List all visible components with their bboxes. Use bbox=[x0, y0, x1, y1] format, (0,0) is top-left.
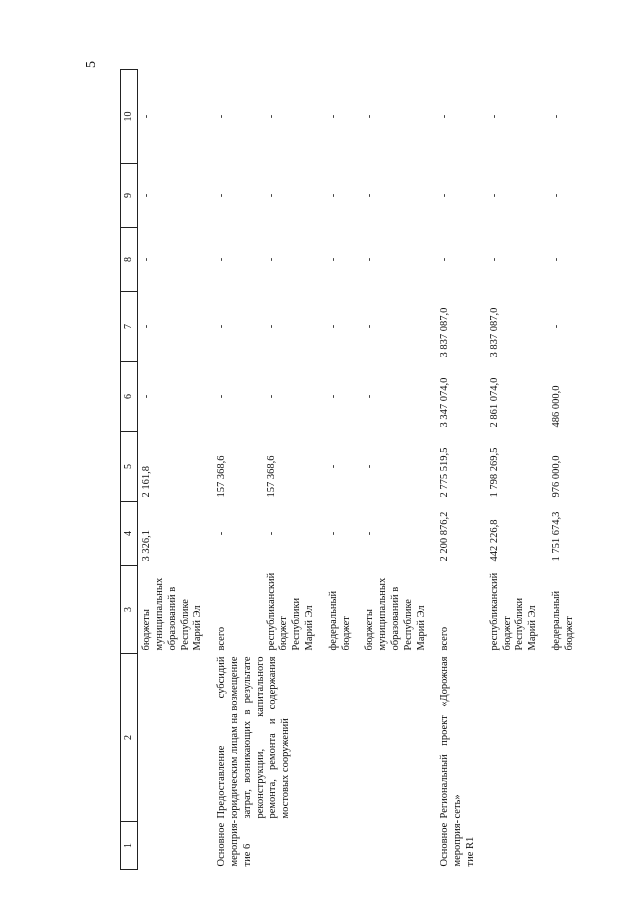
value-cell: 1 751 674,3 bbox=[550, 511, 562, 562]
source-cell: бюджеты муниципальных образований в Республике Марий Эл bbox=[141, 577, 204, 651]
value-cell: - bbox=[439, 114, 451, 119]
column-number-row bbox=[121, 70, 138, 870]
source-cell: всего bbox=[439, 626, 451, 651]
value-cell: - bbox=[439, 193, 451, 198]
value-cell: 3 347 074,0 bbox=[439, 377, 451, 428]
value-cell: - bbox=[327, 464, 339, 469]
value-cell: 2 861 074,0 bbox=[488, 377, 500, 428]
value-cell: 2 200 876,2 bbox=[439, 511, 451, 562]
value-cell: - bbox=[327, 114, 339, 119]
value-cell: - bbox=[216, 257, 228, 262]
table-row bbox=[486, 70, 548, 870]
value-cell: - bbox=[327, 257, 339, 262]
source-cell: республиканский бюджет Республики Марий Эл bbox=[265, 572, 315, 651]
value-cell: - bbox=[364, 464, 376, 469]
value-cell: - bbox=[265, 531, 277, 536]
value-cell: - bbox=[265, 114, 277, 119]
column-header: 1 bbox=[121, 822, 138, 870]
value-cell: 3 326,1 bbox=[141, 530, 153, 562]
value-cell: - bbox=[265, 324, 277, 329]
value-cell: - bbox=[364, 324, 376, 329]
table-row bbox=[138, 70, 213, 870]
value-cell: 2 161,8 bbox=[141, 466, 153, 498]
column-header: 8 bbox=[121, 228, 138, 292]
value-cell: - bbox=[550, 114, 562, 119]
source-cell: всего bbox=[216, 626, 228, 651]
value-cell: - bbox=[327, 193, 339, 198]
value-cell: - bbox=[216, 193, 228, 198]
value-cell: - bbox=[327, 324, 339, 329]
value-cell: - bbox=[141, 394, 153, 399]
event-cell bbox=[138, 822, 213, 870]
value-cell: 3 837 087,0 bbox=[488, 307, 500, 358]
table-row bbox=[361, 70, 436, 870]
value-cell: - bbox=[550, 324, 562, 329]
value-cell: - bbox=[488, 193, 500, 198]
event-cell bbox=[361, 822, 436, 870]
source-cell: федеральный бюджет bbox=[550, 590, 575, 651]
description-cell: Региональный проект «Дорожная сеть» bbox=[439, 656, 464, 819]
event-cell bbox=[263, 822, 325, 870]
value-cell: - bbox=[216, 394, 228, 399]
column-header: 3 bbox=[121, 566, 138, 654]
column-header: 2 bbox=[121, 654, 138, 822]
value-cell: - bbox=[439, 257, 451, 262]
value-cell: 976 000,0 bbox=[550, 455, 562, 498]
source-cell: республиканский бюджет Республики Марий Эл bbox=[488, 572, 539, 651]
page-number: 5 bbox=[84, 61, 99, 68]
value-cell: - bbox=[265, 257, 277, 262]
description-cell bbox=[361, 654, 436, 822]
value-cell: - bbox=[141, 193, 153, 198]
value-cell: - bbox=[141, 114, 153, 119]
value-cell: - bbox=[488, 257, 500, 262]
value-cell: - bbox=[265, 394, 277, 399]
table-row bbox=[548, 70, 585, 870]
value-cell: 3 837 087,0 bbox=[439, 307, 451, 358]
value-cell: - bbox=[216, 531, 228, 536]
value-cell: 157 368,6 bbox=[216, 455, 228, 498]
table-row bbox=[436, 70, 485, 870]
value-cell: - bbox=[216, 324, 228, 329]
value-cell: - bbox=[265, 193, 277, 198]
value-cell: 2 775 519,5 bbox=[439, 447, 451, 498]
column-header: 10 bbox=[121, 70, 138, 164]
column-header: 6 bbox=[121, 362, 138, 432]
value-cell: - bbox=[550, 257, 562, 262]
value-cell: - bbox=[364, 394, 376, 399]
description-cell bbox=[486, 654, 548, 822]
description-cell bbox=[138, 654, 213, 822]
source-cell: бюджеты муниципальных образований в Республике Марий Эл bbox=[364, 577, 427, 651]
description-cell: Предоставление субсидий юридическим лицам на возмещение затрат, возникающих в результате реконструкции, капитального ремонта, ремонта и содержания мостовых сооружений bbox=[216, 656, 292, 819]
column-header: 9 bbox=[121, 164, 138, 228]
column-header: 4 bbox=[121, 502, 138, 566]
value-cell: 157 368,6 bbox=[265, 455, 277, 498]
event-cell: Основное мероприя-тие 6 bbox=[216, 819, 253, 867]
event-cell bbox=[486, 822, 548, 870]
table-row bbox=[213, 70, 262, 870]
value-cell: 486 000,0 bbox=[550, 385, 562, 428]
column-header: 5 bbox=[121, 432, 138, 502]
value-cell: - bbox=[141, 257, 153, 262]
value-cell: - bbox=[364, 193, 376, 198]
value-cell: - bbox=[550, 193, 562, 198]
value-cell: - bbox=[364, 257, 376, 262]
value-cell: - bbox=[327, 394, 339, 399]
description-cell bbox=[548, 654, 585, 822]
value-cell: 1 798 269,5 bbox=[488, 447, 500, 498]
event-cell bbox=[325, 822, 362, 870]
value-cell: - bbox=[327, 531, 339, 536]
column-header: 7 bbox=[121, 292, 138, 362]
value-cell: - bbox=[364, 114, 376, 119]
source-cell: федеральный бюджет bbox=[327, 590, 352, 651]
rotated-table-container bbox=[120, 70, 580, 870]
value-cell: - bbox=[216, 114, 228, 119]
value-cell: - bbox=[488, 114, 500, 119]
event-cell bbox=[548, 822, 585, 870]
value-cell: - bbox=[364, 531, 376, 536]
value-cell: - bbox=[141, 324, 153, 329]
budget-table bbox=[120, 69, 585, 870]
event-cell: Основное мероприя-тие R1 bbox=[439, 819, 476, 867]
value-cell: 442 226,8 bbox=[488, 519, 500, 562]
